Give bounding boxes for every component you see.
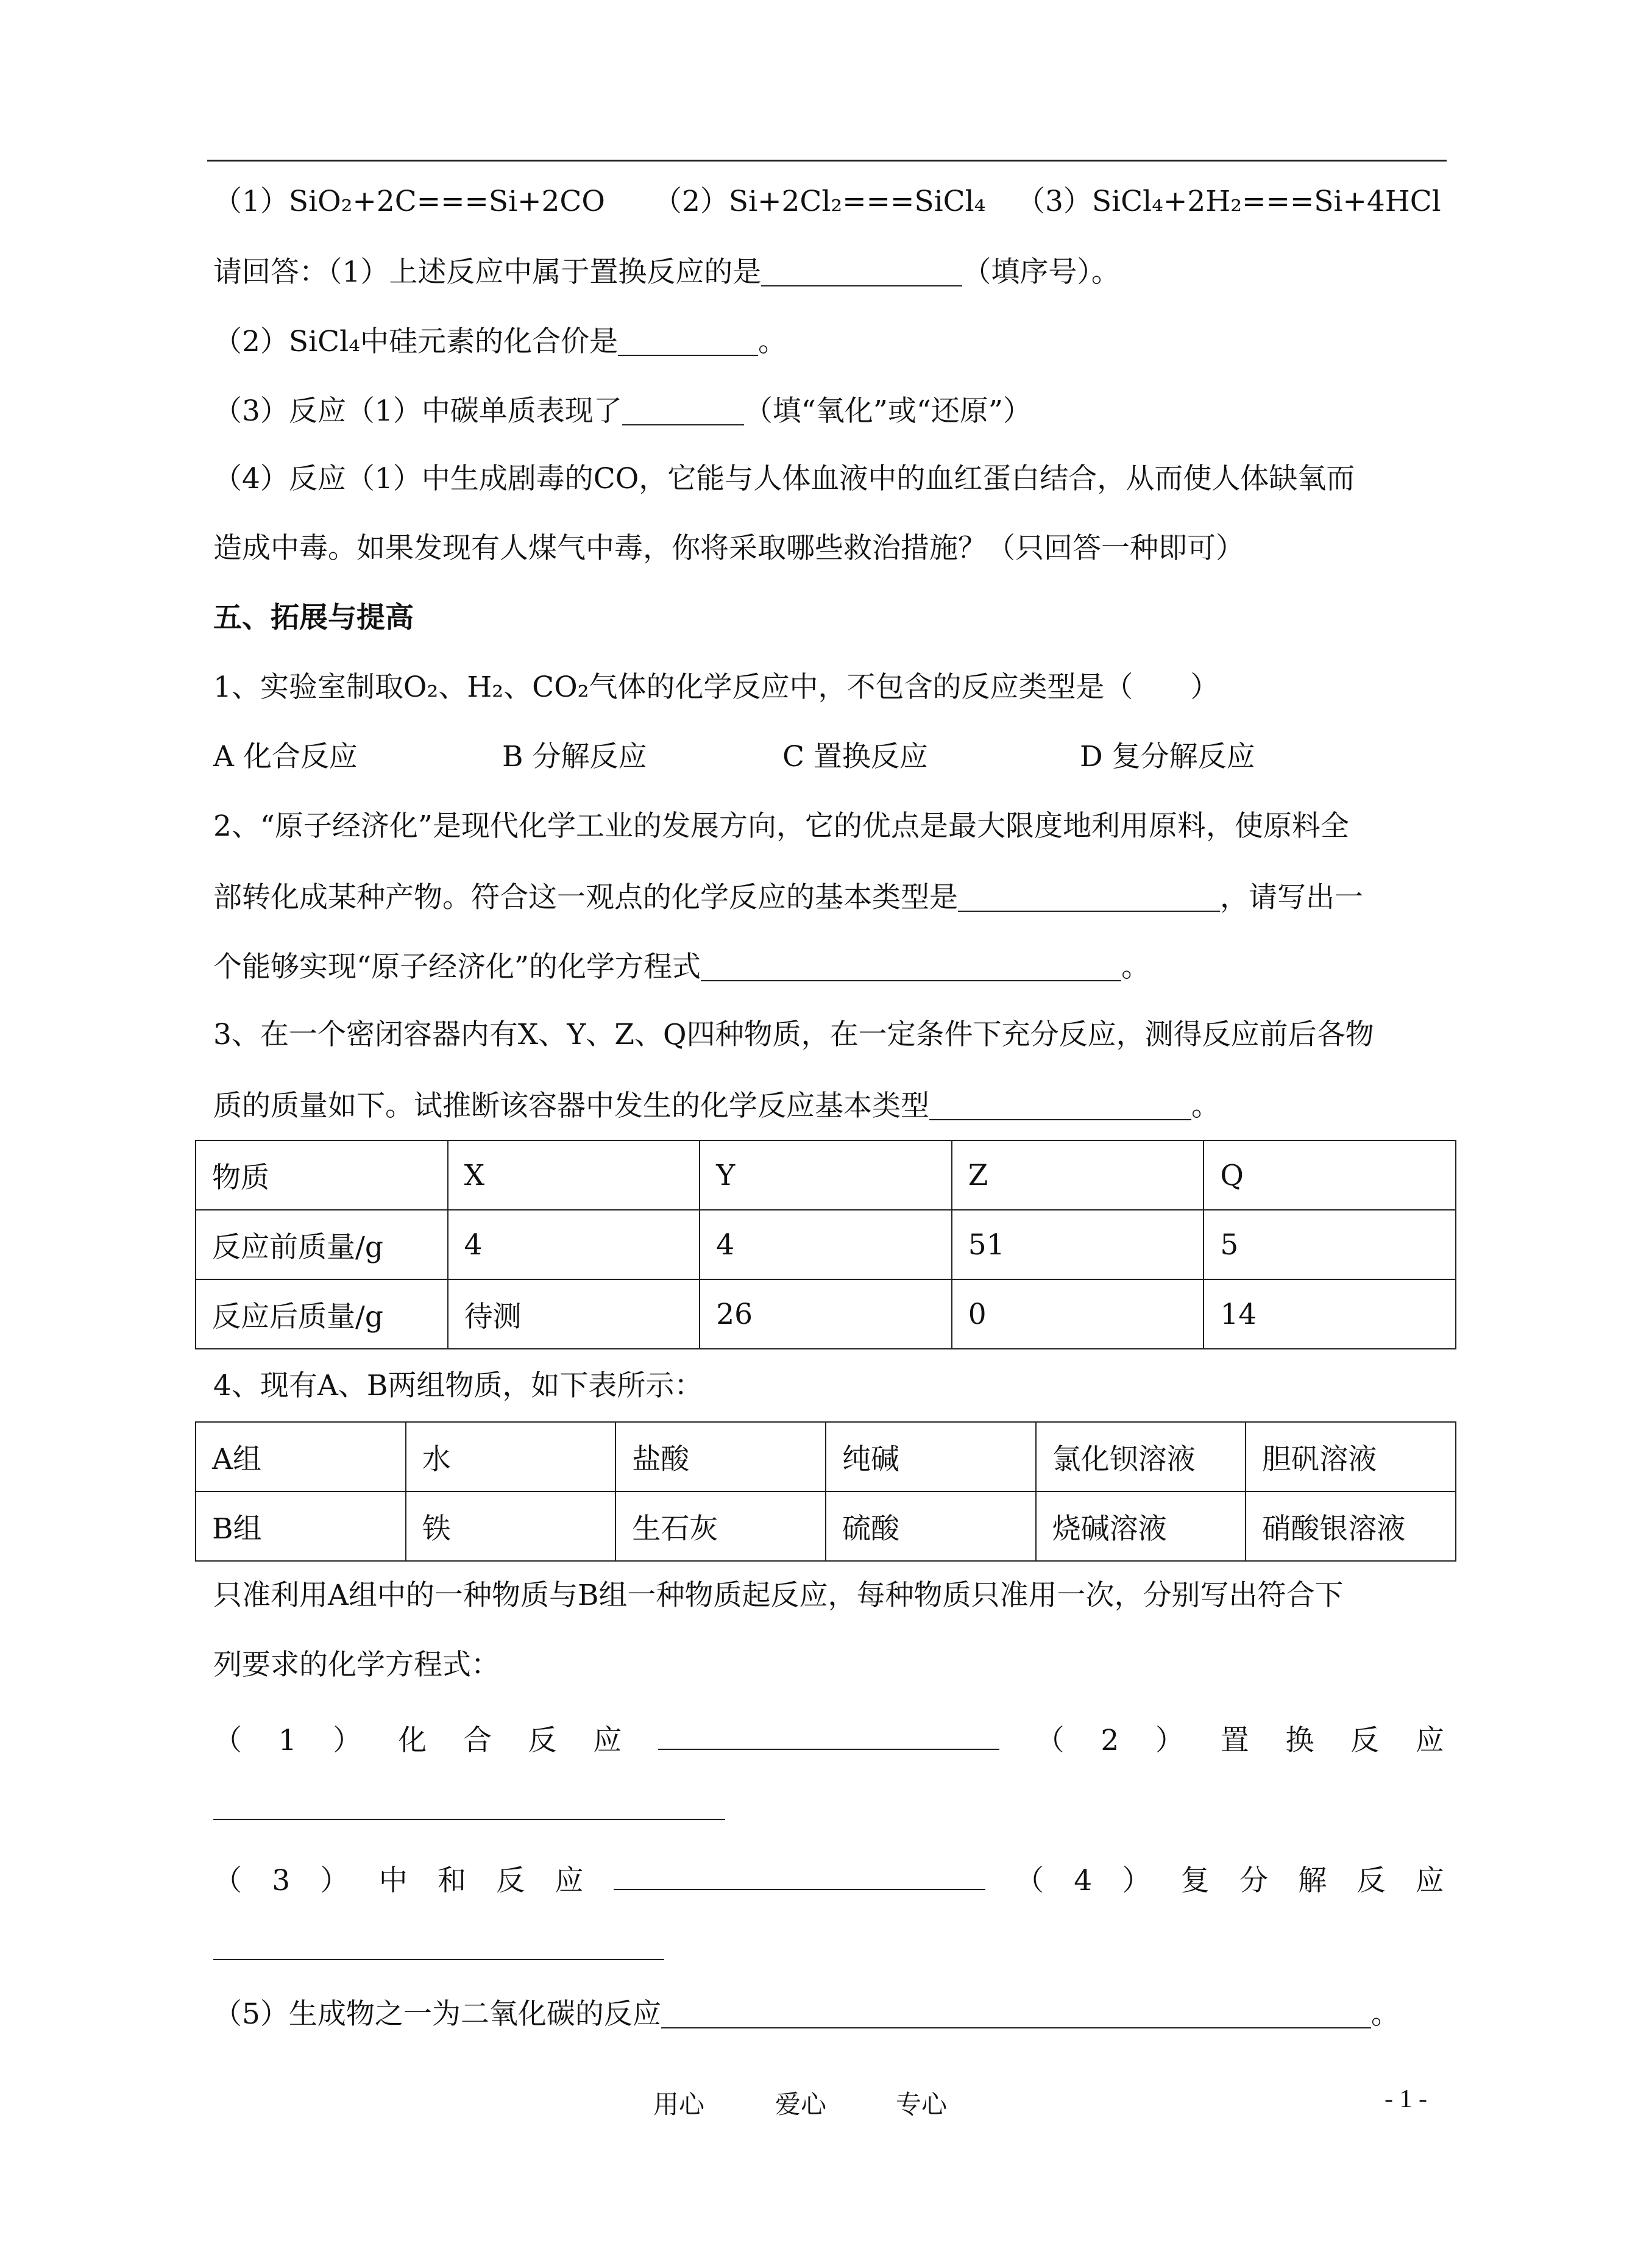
sub-2-char: 反 xyxy=(1350,1724,1380,1757)
sub-4-char: 反 xyxy=(1356,1864,1386,1897)
reaction-2: （2）Si+2Cl₂===SiCl₄ xyxy=(653,185,986,218)
problem-2-line-1: 2、“原子经济化”是现代化学工业的发展方向，它的优点是最大限度地利用原料，使原料全 xyxy=(213,809,1349,843)
question-4-line-2: 造成中毒。如果发现有人煤气中毒，你将采取哪些救治措施？（只回答一种即可） xyxy=(213,531,1244,565)
sub-4-char: （ xyxy=(1015,1864,1044,1897)
table-cell: 4 xyxy=(700,1210,952,1279)
problem-2-line-2-tail: ，请写出一 xyxy=(1220,881,1363,914)
sub-2-char: ） xyxy=(1155,1724,1184,1757)
question-1 xyxy=(213,255,1120,289)
sub-1-char: 反 xyxy=(528,1724,557,1757)
problem-3-line-2-tail: 。 xyxy=(1191,1089,1220,1123)
reaction-1: （1）SiO₂+2C===Si+2CO xyxy=(213,185,605,218)
problem-4-line-2: 列要求的化学方程式： xyxy=(213,1648,500,1682)
section-title: 五、拓展与提高 xyxy=(213,601,414,635)
answer-blank-3[interactable] xyxy=(622,395,744,425)
table-cell: 烧碱溶液 xyxy=(1036,1491,1246,1561)
table-row xyxy=(196,1210,1456,1279)
table-cell: 物质 xyxy=(196,1140,448,1210)
sub-question-3-4 xyxy=(213,1858,1444,1899)
reaction-3: （3）SiCl₄+2H₂===Si+4HCl xyxy=(1016,185,1441,218)
table-cell: 4 xyxy=(448,1210,700,1279)
answer-blank-co2-reaction[interactable] xyxy=(661,1998,1371,2028)
table-row xyxy=(196,1140,1456,1210)
question-3-text: （3）反应（1）中碳单质表现了 xyxy=(213,394,622,428)
sub-2-char: 2 xyxy=(1101,1724,1119,1757)
sub-3-char: 和 xyxy=(437,1864,466,1897)
problem-1-option-c: C 置换反应 xyxy=(782,740,928,773)
header-rule xyxy=(207,160,1447,162)
answer-blank-displacement[interactable] xyxy=(213,1790,725,1820)
table-cell: 纯碱 xyxy=(826,1422,1036,1491)
mass-table xyxy=(195,1140,1456,1349)
sub-2-char: 置 xyxy=(1220,1724,1249,1757)
table-cell: 51 xyxy=(952,1210,1204,1279)
question-3 xyxy=(213,394,1032,428)
table-cell: X xyxy=(448,1140,700,1210)
sub-1-char: 1 xyxy=(278,1724,297,1757)
question-1-tail: （填序号）。 xyxy=(962,255,1120,289)
problem-4-intro: 4、现有A、B两组物质，如下表所示： xyxy=(213,1369,703,1402)
table-cell: 胆矾溶液 xyxy=(1246,1422,1456,1491)
question-4-line-1: （4）反应（1）中生成剧毒的CO，它能与人体血液中的血红蛋白结合，从而使人体缺氧而 xyxy=(213,462,1355,496)
table-cell: 盐酸 xyxy=(615,1422,826,1491)
sub-4-char: 分 xyxy=(1239,1864,1268,1897)
table-cell: Q xyxy=(1204,1140,1456,1210)
sub-1-char: 应 xyxy=(593,1724,622,1757)
problem-2-line-2-text: 部转化成某种产物。符合这一观点的化学反应的基本类型是 xyxy=(213,881,958,914)
question-2-tail: 。 xyxy=(757,325,787,358)
sub-5-text: （5）生成物之一为二氧化碳的反应 xyxy=(213,1997,661,2031)
table-cell: 反应后质量/g xyxy=(196,1279,448,1349)
footer-motto-2: 爱心 xyxy=(775,2089,827,2119)
footer-motto-1: 用心 xyxy=(653,2089,705,2119)
table-cell: A组 xyxy=(196,1422,406,1491)
sub-3-char: （ xyxy=(213,1864,242,1897)
problem-1: 1、实验室制取O₂、H₂、CO₂气体的化学反应中，不包含的反应类型是（ ） xyxy=(213,670,1219,704)
sub-3-char: 中 xyxy=(378,1864,408,1897)
sub-1-char: 化 xyxy=(398,1724,427,1757)
table-cell: B组 xyxy=(196,1491,406,1561)
sub-2-char: 应 xyxy=(1415,1724,1444,1757)
table-cell: 反应前质量/g xyxy=(196,1210,448,1279)
answer-blank-combination[interactable] xyxy=(658,1719,999,1750)
answer-blank-reaction-type[interactable] xyxy=(958,881,1220,912)
sub-3-char: 应 xyxy=(555,1864,584,1897)
sub-2-continuation xyxy=(213,1790,725,1820)
answer-blank-double-decomposition[interactable] xyxy=(213,1930,664,1960)
table-row xyxy=(196,1279,1456,1349)
problem-1-option-d: D 复分解反应 xyxy=(1080,740,1255,773)
sub-5-tail: 。 xyxy=(1370,1997,1400,2031)
problem-2-line-2 xyxy=(213,881,1363,912)
sub-question-1-2 xyxy=(213,1718,1444,1758)
table-cell: 生石灰 xyxy=(615,1491,826,1561)
sub-2-char: 换 xyxy=(1285,1724,1314,1757)
table-cell: 0 xyxy=(952,1279,1204,1349)
table-cell: 待测 xyxy=(448,1279,700,1349)
sub-question-5 xyxy=(213,1997,1400,2031)
table-row xyxy=(196,1422,1456,1491)
sub-4-char: 应 xyxy=(1415,1864,1444,1897)
sub-4-char: 复 xyxy=(1180,1864,1210,1897)
problem-2-line-3 xyxy=(213,950,1150,984)
table-row xyxy=(196,1491,1456,1561)
sub-3-char: ） xyxy=(320,1864,349,1897)
sub-4-char: 4 xyxy=(1074,1864,1093,1897)
table-cell: 14 xyxy=(1204,1279,1456,1349)
question-2-text: （2）SiCl₄中硅元素的化合价是 xyxy=(213,325,618,358)
table-cell: 铁 xyxy=(406,1491,616,1561)
substance-groups-table xyxy=(195,1421,1456,1562)
problem-4-line-1: 只准利用A组中的一种物质与B组一种物质起反应，每种物质只准用一次，分别写出符合下 xyxy=(213,1579,1344,1612)
sub-2-char: （ xyxy=(1035,1724,1065,1757)
table-cell: Y xyxy=(700,1140,952,1210)
table-cell: 硫酸 xyxy=(826,1491,1036,1561)
table-cell: 氯化钡溶液 xyxy=(1036,1422,1246,1491)
problem-1-option-b: B 分解反应 xyxy=(502,740,647,773)
problem-2-line-3-text: 个能够实现“原子经济化”的化学方程式 xyxy=(213,950,701,984)
problem-1-option-a: A 化合反应 xyxy=(213,740,358,773)
table-cell: 水 xyxy=(406,1422,616,1491)
answer-blank-2[interactable] xyxy=(618,325,758,356)
question-1-text: 请回答：（1）上述反应中属于置换反应的是 xyxy=(213,255,762,289)
sub-1-char: 合 xyxy=(463,1724,492,1757)
table-cell: 26 xyxy=(700,1279,952,1349)
question-2 xyxy=(213,325,787,356)
problem-2-line-3-tail: 。 xyxy=(1121,950,1150,984)
table-cell: 硝酸银溶液 xyxy=(1246,1491,1456,1561)
sub-4-char: 解 xyxy=(1298,1864,1327,1897)
answer-blank-1[interactable] xyxy=(761,256,962,286)
answer-blank-neutralization[interactable] xyxy=(614,1860,985,1890)
problem-3-line-1: 3、在一个密闭容器内有X、Y、Z、Q四种物质，在一定条件下充分反应，测得反应前后各物 xyxy=(213,1018,1374,1051)
answer-blank-equation[interactable] xyxy=(701,951,1121,981)
sub-3-char: 3 xyxy=(272,1864,291,1897)
sub-4-continuation xyxy=(213,1930,664,1960)
sub-1-char: ） xyxy=(333,1724,362,1757)
sub-1-char: （ xyxy=(213,1724,242,1757)
sub-4-char: ） xyxy=(1122,1864,1151,1897)
problem-3-line-2 xyxy=(213,1089,1220,1123)
sub-3-char: 反 xyxy=(496,1864,525,1897)
question-3-tail: （填“氧化”或“还原”） xyxy=(743,394,1032,428)
page-number: - 1 - xyxy=(1384,2085,1427,2113)
problem-3-line-2-text: 质的质量如下。试推断该容器中发生的化学反应基本类型 xyxy=(213,1089,929,1123)
footer-motto-3: 专心 xyxy=(896,2089,948,2119)
table-cell: Z xyxy=(952,1140,1204,1210)
table-cell: 5 xyxy=(1204,1210,1456,1279)
answer-blank-basic-type[interactable] xyxy=(929,1090,1191,1120)
